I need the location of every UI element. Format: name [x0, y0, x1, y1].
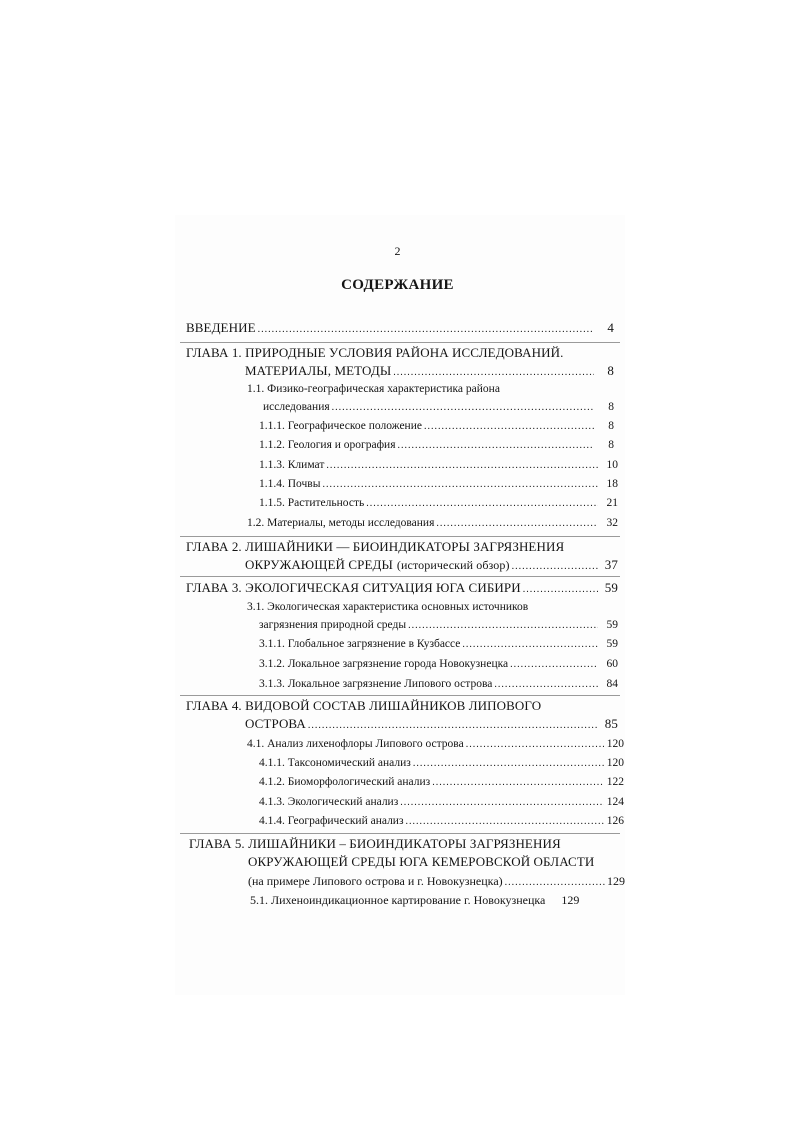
toc-page-number: 8 — [608, 401, 614, 413]
toc-page-number: 84 — [606, 678, 618, 690]
toc-entry-chapter-2[interactable]: ОКРУЖАЮЩЕЙ СРЕДЫ (исторический обзор) ..... 37 — [245, 556, 618, 576]
toc-entry-chapter-3[interactable]: ГЛАВА 3. ЭКОЛОГИЧЕСКАЯ СИТУАЦИЯ ЮГА СИБИРИ ..... 59 — [186, 579, 618, 599]
leader-dots — [406, 813, 604, 831]
toc-chapter-2-title[interactable]: ГЛАВА 2. ЛИШАЙНИКИ — БИОИНДИКАТОРЫ ЗАГРЯЗНЕНИЯ — [186, 539, 565, 554]
page-title: СОДЕРЖАНИЕ — [341, 277, 454, 293]
toc-chapter-5-subtitle[interactable]: ОКРУЖАЮЩЕЙ СРЕДЫ ЮГА КЕМЕРОВСКОЙ ОБЛАСТИ — [248, 854, 595, 869]
divider — [180, 536, 620, 537]
toc-page-number: 8 — [608, 420, 614, 432]
toc-page-number: 8 — [608, 439, 614, 451]
leader-dots — [462, 636, 598, 654]
divider — [180, 833, 620, 834]
toc-entry-1-1-5[interactable]: 1.1.5. Растительность ..... 21 — [259, 494, 618, 513]
toc-entry-chapter-5[interactable]: (на примере Липового острова и г. Новокузнецка) ..... 129 — [248, 872, 625, 892]
toc-entry-3-1-1[interactable]: 3.1.1. Глобальное загрязнение в Кузбассе ..... 59 — [259, 635, 618, 654]
toc-entry-4-1-4[interactable]: 4.1.4. Географический анализ ..... 126 — [259, 812, 624, 831]
toc-page-number: 37 — [604, 557, 618, 572]
toc-page-number: 59 — [606, 638, 618, 650]
leader-dots — [258, 321, 594, 339]
toc-section-1-1-title[interactable]: 1.1. Физико-географическая характеристика района — [247, 383, 500, 395]
leader-dots — [436, 515, 598, 533]
toc-page-number: 85 — [604, 716, 618, 731]
leader-dots — [505, 874, 605, 892]
leader-dots — [400, 794, 604, 812]
toc-entry-3-1-3[interactable]: 3.1.3. Локальное загрязнение Липового острова ..... 84 — [259, 675, 618, 694]
toc-entry-4-1[interactable]: 4.1. Анализ лихенофлоры Липового острова ..... 120 — [247, 735, 624, 754]
toc-entry-1-1-2[interactable]: 1.1.2. Геология и орография ..... 8 — [259, 436, 614, 455]
toc-page-number: 60 — [606, 658, 618, 670]
toc-page-number: 122 — [606, 776, 624, 788]
toc-entry-chapter-1[interactable]: МАТЕРИАЛЫ, МЕТОДЫ ..... 8 — [245, 362, 614, 382]
toc-entry-1-1-4[interactable]: 1.1.4. Почвы ..... 18 — [259, 475, 618, 494]
toc-entry-4-1-2[interactable]: 4.1.2. Биоморфологический анализ ..... 122 — [259, 773, 624, 792]
leader-dots — [510, 656, 598, 674]
toc-entry-3-1-2[interactable]: 3.1.2. Локальное загрязнение города Новокузнецка ..... 60 — [259, 655, 618, 674]
leader-dots — [326, 457, 598, 475]
page-number: 2 — [394, 244, 401, 258]
leader-dots — [424, 418, 594, 436]
leader-dots — [432, 774, 604, 792]
toc-section-3-1-title[interactable]: 3.1. Экологическая характеристика основных источников — [247, 601, 529, 613]
leader-dots — [366, 495, 598, 513]
toc-chapter-1-title[interactable]: ГЛАВА 1. ПРИРОДНЫЕ УСЛОВИЯ РАЙОНА ИССЛЕДОВАНИЙ. — [186, 345, 564, 360]
toc-page-number: 18 — [606, 478, 618, 490]
leader-dots — [398, 437, 595, 455]
toc-entry-1-1[interactable]: исследования ..... 8 — [263, 398, 614, 417]
toc-page-number: 126 — [606, 815, 624, 827]
toc-page-number: 124 — [606, 796, 624, 808]
toc-entry-introduction[interactable]: ВВЕДЕНИЕ ..... 4 — [186, 319, 614, 339]
toc-page-number: 10 — [606, 459, 618, 471]
leader-dots — [523, 581, 598, 599]
toc-page-number: 8 — [607, 363, 614, 378]
leader-dots — [494, 676, 598, 694]
toc-entry-chapter-4[interactable]: ОСТРОВА ..... 85 — [245, 715, 618, 735]
leader-dots — [413, 755, 604, 773]
divider — [180, 695, 620, 696]
leader-dots — [466, 736, 604, 754]
toc-entry-5-1[interactable]: 5.1. Лихеноиндикационное картирование г. Новокузнецка 129 — [250, 893, 580, 907]
toc-entry-4-1-1[interactable]: 4.1.1. Таксономический анализ ..... 120 — [259, 754, 624, 773]
toc-chapter-4-title[interactable]: ГЛАВА 4. ВИДОВОЙ СОСТАВ ЛИШАЙНИКОВ ЛИПОВОГО — [186, 698, 542, 713]
toc-entry-1-2[interactable]: 1.2. Материалы, методы исследования ..... 32 — [247, 514, 618, 533]
toc-page-number: 4 — [607, 320, 614, 335]
toc-entry-1-1-1[interactable]: 1.1.1. Географическое положение ..... 8 — [259, 417, 614, 436]
leader-dots — [512, 558, 598, 576]
toc-page-number: 120 — [606, 757, 624, 769]
toc-page-number: 120 — [606, 738, 624, 750]
divider — [180, 576, 620, 577]
toc-chapter-5-title[interactable]: ГЛАВА 5. ЛИШАЙНИКИ – БИОИНДИКАТОРЫ ЗАГРЯЗНЕНИЯ — [189, 836, 561, 851]
leader-dots — [308, 717, 598, 735]
leader-dots — [408, 617, 598, 635]
toc-page-number: 59 — [606, 619, 618, 631]
toc-entry-3-1[interactable]: загрязнения природной среды ..... 59 — [259, 616, 618, 635]
divider — [180, 342, 620, 343]
toc-page-number: 129 — [561, 893, 580, 907]
toc-entry-1-1-3[interactable]: 1.1.3. Климат ..... 10 — [259, 456, 618, 475]
toc-entry-4-1-3[interactable]: 4.1.3. Экологический анализ ..... 124 — [259, 793, 624, 812]
toc-page-number: 59 — [604, 580, 618, 595]
toc-page-number: 32 — [606, 517, 618, 529]
leader-dots — [322, 476, 598, 494]
toc-page-number: 21 — [606, 497, 618, 509]
toc-page-number: 129 — [607, 874, 625, 888]
leader-dots — [332, 399, 594, 417]
